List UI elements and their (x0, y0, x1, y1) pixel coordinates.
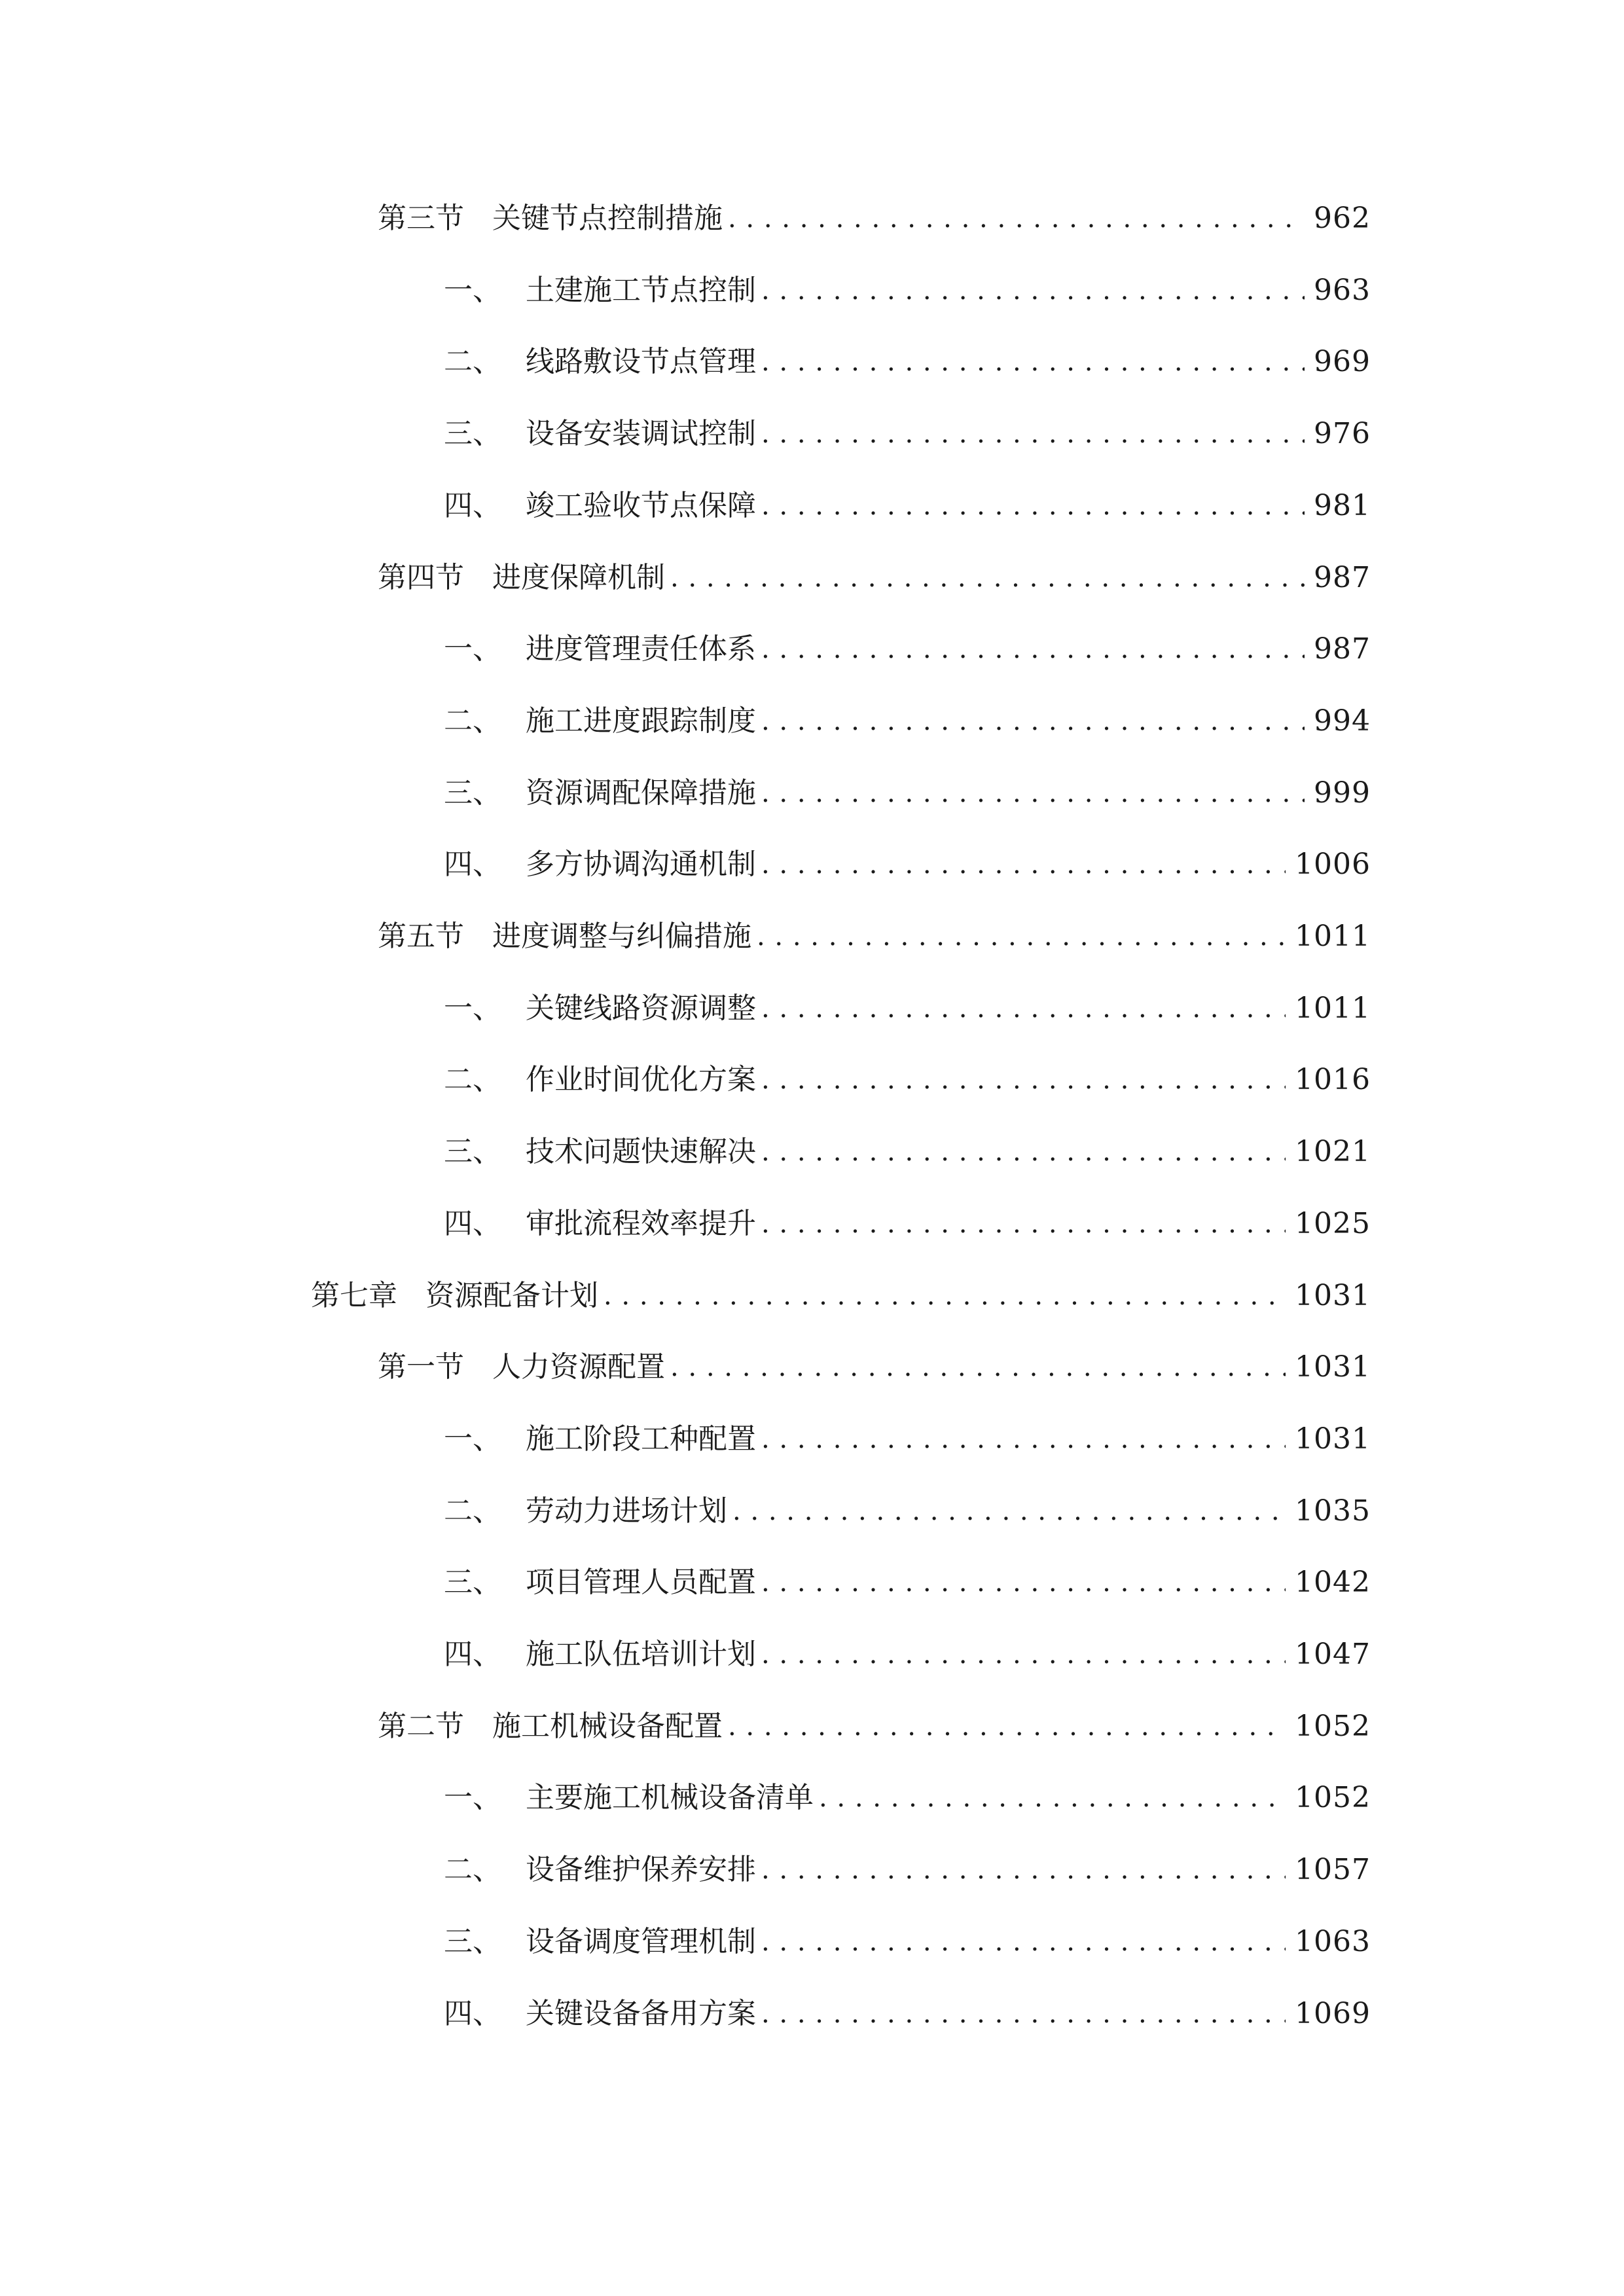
toc-entry-page: 994 (1314, 704, 1371, 738)
toc-leader-dots (728, 1700, 1286, 1753)
toc-leader-dots (819, 1772, 1286, 1824)
toc-entry (444, 480, 1371, 532)
toc-entry (444, 1916, 1371, 1968)
toc-entry-number: 三、 (444, 776, 501, 810)
toc-entry-number: 三、 (444, 1566, 501, 1600)
toc-entry-page: 1011 (1295, 991, 1371, 1025)
toc-leader-dots (757, 910, 1286, 963)
toc-entry-number: 第七章 (311, 1278, 397, 1312)
toc-entry (378, 192, 1371, 245)
toc-entry (311, 1270, 1371, 1322)
toc-entry (444, 1126, 1371, 1178)
toc-entry (378, 1700, 1371, 1753)
toc-entry (444, 408, 1371, 460)
toc-entry-title: 作业时间优化方案 (526, 1063, 756, 1097)
toc-entry-number: 第四节 (378, 560, 464, 594)
toc-entry-page: 987 (1314, 560, 1371, 594)
toc-leader-dots (761, 264, 1305, 317)
toc-leader-dots (761, 408, 1305, 460)
toc-entry (444, 1485, 1371, 1537)
toc-entry-title: 设备安装调试控制 (526, 417, 756, 451)
toc-entry (444, 695, 1371, 747)
toc-leader-dots (761, 1916, 1286, 1968)
toc-entry (444, 982, 1371, 1035)
toc-entry-page: 1006 (1295, 848, 1371, 882)
toc-leader-dots (670, 1341, 1286, 1393)
toc-entry-title: 劳动力进场计划 (526, 1494, 727, 1528)
toc-leader-dots (761, 623, 1305, 675)
toc-entry (444, 1628, 1371, 1681)
toc-entry (444, 623, 1371, 675)
toc-entry-number: 第三节 (378, 202, 464, 235)
toc-entry-title: 设备调度管理机制 (526, 1924, 756, 1958)
toc-entry-title: 施工阶段工种配置 (526, 1422, 756, 1456)
toc-entry-number: 第二节 (378, 1709, 464, 1743)
toc-leader-dots (761, 982, 1286, 1035)
toc-leader-dots (761, 767, 1305, 819)
toc-entry-title: 施工机械设备配置 (492, 1709, 723, 1743)
toc-entry (444, 1413, 1371, 1465)
toc-entry-number: 三、 (444, 1924, 501, 1958)
toc-entry-number: 四、 (444, 1996, 501, 2030)
toc-entry-page: 981 (1314, 488, 1371, 522)
toc-entry (444, 1844, 1371, 1896)
toc-entry (444, 838, 1371, 891)
toc-entry-number: 第五节 (378, 920, 464, 953)
toc-entry-title: 人力资源配置 (492, 1350, 665, 1384)
toc-entry-page: 1057 (1295, 1853, 1371, 1887)
toc-entry-number: 第一节 (378, 1350, 464, 1384)
toc-entry-title: 多方协调沟通机制 (526, 848, 756, 882)
toc-entry-page: 963 (1314, 273, 1371, 307)
toc-entry-number: 二、 (444, 1853, 501, 1887)
toc-leader-dots (761, 695, 1305, 747)
toc-entry-title: 土建施工节点控制 (526, 273, 756, 307)
toc-entry-title: 进度管理责任体系 (526, 632, 756, 666)
toc-entry (378, 552, 1371, 604)
toc-entry-page: 1052 (1295, 1709, 1371, 1743)
toc-entry-number: 二、 (444, 1063, 501, 1097)
toc-entry-page: 1063 (1295, 1924, 1371, 1958)
toc-entry (444, 767, 1371, 819)
toc-entry-page: 1035 (1295, 1494, 1371, 1528)
toc-leader-dots (761, 1198, 1286, 1250)
toc-entry-page: 976 (1314, 417, 1371, 451)
toc-leader-dots (761, 1988, 1286, 2040)
toc-entry-number: 一、 (444, 1422, 501, 1456)
toc-entry-number: 一、 (444, 991, 501, 1025)
toc-entry-title: 竣工验收节点保障 (526, 488, 756, 522)
toc-entry (378, 1341, 1371, 1393)
toc-entry-title: 进度调整与纠偏措施 (492, 920, 751, 953)
toc-entry-number: 四、 (444, 488, 501, 522)
toc-leader-dots (761, 1844, 1286, 1896)
toc-entry (444, 1198, 1371, 1250)
toc-entry-title: 设备维护保养安排 (526, 1853, 756, 1887)
toc-entry-title: 关键线路资源调整 (526, 991, 756, 1025)
toc-entry-title: 进度保障机制 (492, 560, 665, 594)
toc-entry-page: 987 (1314, 632, 1371, 666)
toc-entry (444, 1054, 1371, 1106)
toc-entry-page: 1042 (1295, 1566, 1371, 1600)
toc-leader-dots (761, 1054, 1286, 1106)
toc-entry-title: 资源配备计划 (425, 1278, 598, 1312)
toc-entry-number: 四、 (444, 1638, 501, 1671)
toc-entry-title: 施工队伍培训计划 (526, 1638, 756, 1671)
toc-leader-dots (732, 1485, 1286, 1537)
toc-leader-dots (761, 1628, 1286, 1681)
toc-entry (444, 1556, 1371, 1609)
toc-entry-number: 一、 (444, 632, 501, 666)
toc-entry (444, 1988, 1371, 2040)
toc-entry-page: 999 (1314, 776, 1371, 810)
toc-entry-page: 1031 (1295, 1278, 1371, 1312)
toc-entry-page: 1025 (1295, 1206, 1371, 1240)
toc-entry-page: 1052 (1295, 1781, 1371, 1815)
toc-entry-page: 969 (1314, 345, 1371, 379)
toc-entry-title: 关键节点控制措施 (492, 202, 723, 235)
toc-leader-dots (728, 192, 1305, 245)
toc-entry (444, 1772, 1371, 1824)
toc-entry-number: 三、 (444, 417, 501, 451)
toc-leader-dots (761, 1556, 1286, 1609)
toc-leader-dots (761, 838, 1286, 891)
toc-leader-dots (761, 1413, 1286, 1465)
toc-entry-title: 施工进度跟踪制度 (526, 704, 756, 738)
toc-entry-title: 线路敷设节点管理 (526, 345, 756, 379)
toc-entry-number: 一、 (444, 273, 501, 307)
toc-entry-title: 关键设备备用方案 (526, 1996, 756, 2030)
toc-entry-number: 一、 (444, 1781, 501, 1815)
toc-entry-page: 1031 (1295, 1350, 1371, 1384)
toc-entry-title: 审批流程效率提升 (526, 1206, 756, 1240)
toc-entry-page: 1047 (1295, 1638, 1371, 1671)
toc-entry-title: 项目管理人员配置 (526, 1566, 756, 1600)
toc-entry-number: 三、 (444, 1135, 501, 1169)
toc-leader-dots (670, 552, 1305, 604)
toc-entry (444, 264, 1371, 317)
toc-entry-number: 四、 (444, 848, 501, 882)
toc-entry-title: 资源调配保障措施 (526, 776, 756, 810)
toc-entry-number: 二、 (444, 704, 501, 738)
toc-leader-dots (761, 1126, 1286, 1178)
toc-entry-title: 主要施工机械设备清单 (526, 1781, 814, 1815)
toc-entry (444, 336, 1371, 388)
toc-leader-dots (761, 480, 1305, 532)
toc-entry-page: 962 (1314, 202, 1371, 235)
toc-leader-dots (604, 1270, 1286, 1322)
toc-leader-dots (761, 336, 1305, 388)
toc-entry (378, 910, 1371, 963)
toc-entry-page: 1021 (1295, 1135, 1371, 1169)
toc-entry-number: 四、 (444, 1206, 501, 1240)
toc-entry-page: 1011 (1295, 920, 1371, 953)
toc-entry-page: 1031 (1295, 1422, 1371, 1456)
toc-entry-number: 二、 (444, 345, 501, 379)
toc-entry-title: 技术问题快速解决 (526, 1135, 756, 1169)
toc-entry-page: 1069 (1295, 1996, 1371, 2030)
toc-entry-number: 二、 (444, 1494, 501, 1528)
toc-entry-page: 1016 (1295, 1063, 1371, 1097)
